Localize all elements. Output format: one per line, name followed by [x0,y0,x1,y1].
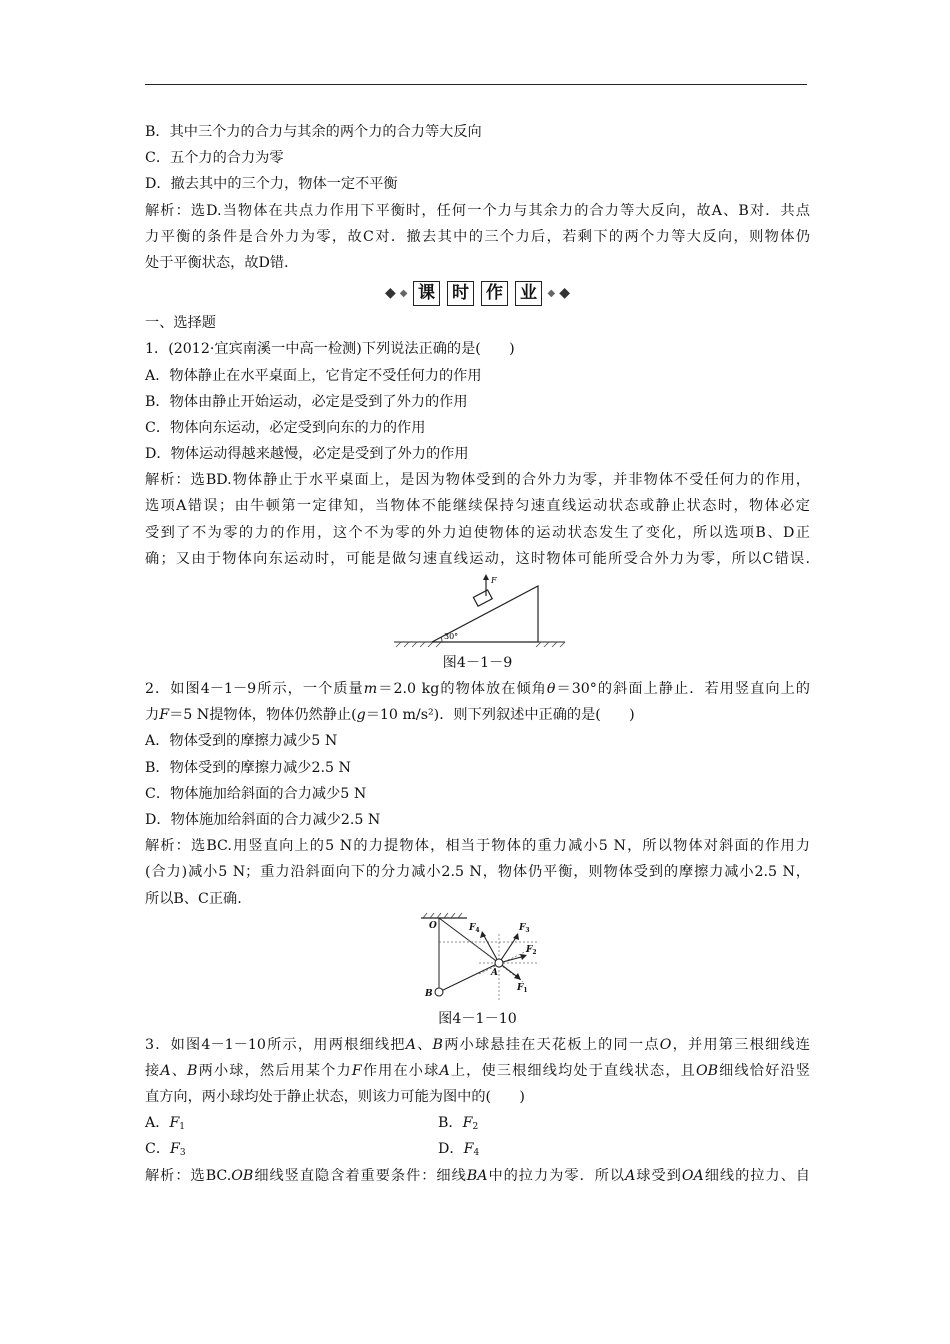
question-3-line: 接A、B两小球，然后用某个力F作用在小球A上，使三根细线均处于直线状态，且OB细线恰好沿竖 [145,1062,810,1079]
analysis-line: 处于平衡状态，故D错． [145,254,299,271]
question-1-option-c: C．物体向东运动，必定受到向东的力的作用 [145,419,426,436]
question-3-line: 3．如图4－1－10所示，用两根细线把A、B两小球悬挂在天花板上的同一点O，并用第三根细线连 [145,1036,810,1053]
question-3-option-a: A．$F_1$ [145,1115,186,1133]
figure-caption: 图4－1－9 [442,655,513,671]
section-banner [145,276,810,310]
question-3-option-c: C．$F_3$ [145,1141,186,1159]
analysis-line: 确；又由于物体向东运动时，可能是做匀速直线运动，这时物体可能所受合外力为零，所以C错误. [145,550,810,567]
thread-ba [439,963,499,992]
label-f1: $F_1$ [517,982,528,994]
section-title: 一、选择题 [145,315,216,332]
ball-a [495,959,503,967]
analysis-line: 解析：选BD.物体静止于水平桌面上，是因为物体受到的合外力为零，并非物体不受任何力的作用， [145,472,810,489]
question-2-line: 2．如图4－1－9所示，一个质量m＝2.0 kg的物体放在倾角θ＝30°的斜面上静止．若用竖直向上的 [145,681,810,697]
question-3-option-b: B．$F_2$ [438,1115,479,1133]
label-a: A [491,967,498,978]
question-1-option-b: B．物体由静止开始运动，必定是受到了外力的作用 [145,393,468,410]
question-3-line: 直方向，两小球均处于静止状态，则该力可能为图中的( ) [145,1089,525,1106]
banner-char: 作 [481,281,508,306]
diamond-icon: ◆ [385,285,396,302]
diamond-icon: ◆ [547,287,556,299]
incline-figure [145,572,810,650]
incline-diagram [390,572,570,650]
page-content [145,119,810,1189]
option-b: B．其中三个力的合力与其余的两个力的合力等大反向 [145,124,482,140]
ground-hatching [396,642,565,647]
diamond-icon: ◆ [399,287,408,299]
label-o: O [429,920,437,931]
ball-b [435,988,443,996]
question-1-stem: 1．(2012·宜宾南溪一中高一检测)下列说法正确的是( ) [145,341,515,358]
banner-char: 业 [515,281,542,306]
angle-arc [441,637,442,642]
question-1-option-a: A．物体静止在水平桌面上，它肯定不受任何力的作用 [145,367,482,384]
question-1-option-d: D．物体运动得越来越慢，必定是受到了外力的作用 [145,446,469,463]
diamond-icon: ◆ [559,285,570,302]
force-label: F [491,576,497,585]
force-diagram [413,912,548,1006]
arrow-head-icon [514,973,521,980]
question-2-option-d: D．物体施加给斜面的合力减少2.5 N [145,811,381,828]
ceiling-hatching [423,913,462,918]
question-2-option-a: A．物体受到的摩擦力减少5 N [145,733,338,750]
question-3-options-row [145,1136,810,1162]
analysis-line: 受到了不为零的力的作用，这个不为零的外力迫使物体的运动状态发生了变化，所以选项B、D正 [145,524,810,541]
analysis-line: 解析：选BC.用竖直向上的5 N的力提物体，相当于物体的重力减小5 N，所以物体对斜面的作用力 [145,838,810,855]
analysis-line: 所以B、C正确. [145,890,242,907]
analysis-line: 解析：选D.当物体在共点力作用下平衡时，任何一个力与其余力的合力等大反向，故A、B对．共点 [145,202,810,219]
banner-char: 课 [413,281,440,306]
question-2-line: 力F＝5 N提物体，物体仍然静止(g＝10 m/s²)．则下列叙述中正确的是( ) [145,707,635,724]
analysis-line: (合力)减小5 N；重力沿斜面向下的分力减小2.5 N，物体仍平衡，则物体受到的摩擦力减小2.5 N， [145,864,810,881]
arrow-head-icon [483,574,489,580]
arrow-head-icon [513,933,519,940]
label-f2: $F_2$ [526,944,537,956]
option-c: C．五个力的合力为零 [145,150,284,167]
analysis-line: 解析：选BC.OB细线竖直隐含着重要条件：细线BA中的拉力为零．所以A球受到OA细线的拉力、自 [145,1167,810,1184]
force-figure [145,912,810,1006]
question-2-option-c: C．物体施加给斜面的合力减少5 N [145,785,367,802]
question-3-options-row [145,1110,810,1136]
label-f4: $F_4$ [469,922,480,934]
question-2-option-b: B．物体受到的摩擦力减少2.5 N [145,759,351,776]
header-rule [145,84,807,85]
analysis-line: 选项A错误；由牛顿第一定律知，当物体不能继续保持匀速直线运动状态或静止状态时，物体必定 [145,498,810,515]
label-f3: $F_3$ [519,922,530,934]
label-b: B [425,988,433,999]
option-d: D．撤去其中的三个力，物体一定不平衡 [145,176,398,193]
figure-caption: 图4－1－10 [438,1010,517,1027]
block [473,590,492,606]
question-3-option-d: D．$F_4$ [438,1141,480,1159]
banner-char: 时 [447,281,474,306]
angle-label: 30° [444,632,459,641]
analysis-line: 力平衡的条件是合外力为零，故C对．撤去其中的三个力后，若剩下的两个力等大反向，则物体仍 [145,228,810,245]
